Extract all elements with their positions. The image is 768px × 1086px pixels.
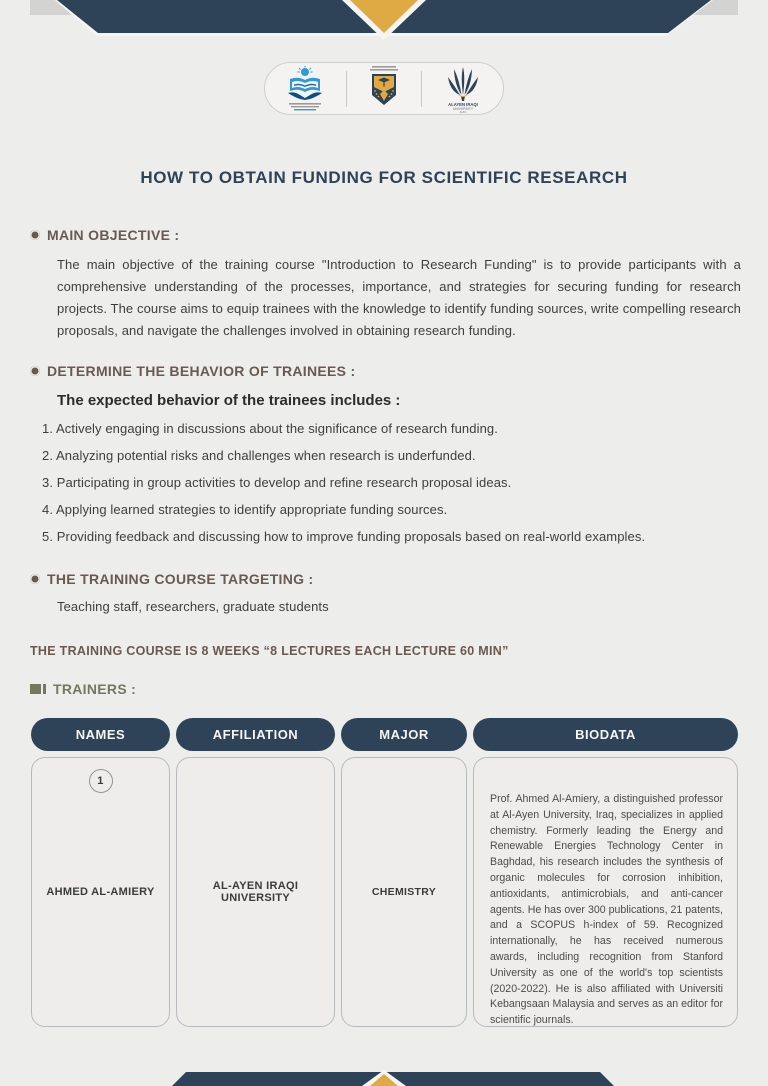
main-objective-heading-text: MAIN OBJECTIVE : bbox=[47, 227, 180, 243]
table-header-biodata: BIODATA bbox=[473, 718, 738, 751]
training-center-logo-icon bbox=[282, 65, 328, 113]
alayen-university-logo-icon bbox=[440, 65, 486, 113]
targeting-heading-text: THE TRAINING COURSE TARGETING : bbox=[47, 571, 314, 587]
targeting-body: Teaching staff, researchers, graduate students bbox=[57, 599, 329, 614]
alayen-logo-text-3: AUIQ bbox=[459, 109, 467, 113]
page-title: HOW TO OBTAIN FUNDING FOR SCIENTIFIC RESEARCH bbox=[140, 168, 628, 187]
table-header-affiliation: AFFILIATION bbox=[176, 718, 335, 751]
behavior-item-2: 2. Analyzing potential risks and challenges when research is underfunded. bbox=[42, 448, 476, 463]
trainer-biodata-cell bbox=[473, 757, 738, 1027]
trainer-affiliation: AL-AYEN IRAQI UNIVERSITY bbox=[212, 880, 299, 904]
behavior-heading bbox=[30, 363, 355, 379]
alayen-logo-text-1: ALAYEN IRAQI bbox=[447, 101, 478, 107]
main-objective-heading bbox=[30, 227, 179, 243]
graduation-shield-logo-icon bbox=[364, 65, 404, 113]
behavior-item-3: 3. Participating in group activities to develop and refine research proposal ideas. bbox=[42, 475, 512, 490]
trainers-heading bbox=[30, 681, 136, 697]
behavior-item-4: 4. Applying learned strategies to identify appropriate funding sources. bbox=[42, 502, 448, 517]
square-bars-icon bbox=[30, 684, 46, 694]
trainer-number-badge: 1 bbox=[89, 769, 113, 793]
trainer-major: CHEMISTRY bbox=[371, 886, 437, 898]
duration-note: THE TRAINING COURSE IS 8 WEEKS “8 LECTURES EACH LECTURE 60 MIN” bbox=[30, 644, 509, 658]
trainers-heading-text: TRAINERS : bbox=[53, 681, 137, 697]
top-banner-decoration bbox=[0, 0, 768, 42]
trainer-biodata: Prof. Ahmed Al-Amiery, a distinguished professor at Al-Ayen University, Iraq, specializes in applied chemistry. Formerly leading the Energy and Renewable Energies Technology Center in Baghdad, his research includes the synthesis of organic molecules for corrosion inhibition, antioxidants, antimicrobials, and anti-cancer agents. He has over 300 publications, 21 patents, and a SCOPUS h-index of 59. Recognized internationally, he has received numerous awards, including recognition from Stanford University as one of the world's top scientists (2020-2022). He is also affiliated with Universiti Kebangsaan Malaysia and serves as an editor for scientific journals. bbox=[490, 793, 723, 1027]
behavior-subheading: The expected behavior of the trainees includes : bbox=[57, 392, 401, 409]
logos-pill bbox=[264, 62, 504, 115]
target-bullet-icon bbox=[30, 574, 40, 584]
behavior-item-5: 5. Providing feedback and discussing how to improve funding proposals based on real-world examples. bbox=[42, 529, 646, 544]
trainer-major-cell bbox=[341, 757, 467, 1027]
target-bullet-icon bbox=[30, 366, 40, 376]
trainer-name-cell bbox=[31, 757, 170, 1027]
table-header-major: MAJOR bbox=[341, 718, 467, 751]
bottom-banner-decoration bbox=[0, 1070, 768, 1086]
logo-divider bbox=[421, 71, 422, 107]
trainer-name: AHMED AL-AMIERY bbox=[46, 886, 155, 898]
targeting-heading bbox=[30, 571, 313, 587]
trainer-affiliation-cell bbox=[176, 757, 335, 1027]
behavior-heading-text: DETERMINE THE BEHAVIOR OF TRAINEES : bbox=[47, 363, 356, 379]
main-objective-paragraph: The main objective of the training course "Introduction to Research Funding" is to provide participants with a comprehensive understanding of the processes, importance, and strategies for securing funding for research projects. The course aims to equip trainees with the knowledge to identify funding sources, write compelling research proposals, and navigate the challenges involved in obtaining research funding. bbox=[57, 257, 741, 338]
alayen-logo-text-2: UNIVERSITY bbox=[452, 106, 473, 111]
table-header-names: NAMES bbox=[31, 718, 170, 751]
logo-divider bbox=[346, 71, 347, 107]
target-bullet-icon bbox=[30, 230, 40, 240]
behavior-item-1: 1. Actively engaging in discussions about the significance of research funding. bbox=[42, 421, 498, 436]
